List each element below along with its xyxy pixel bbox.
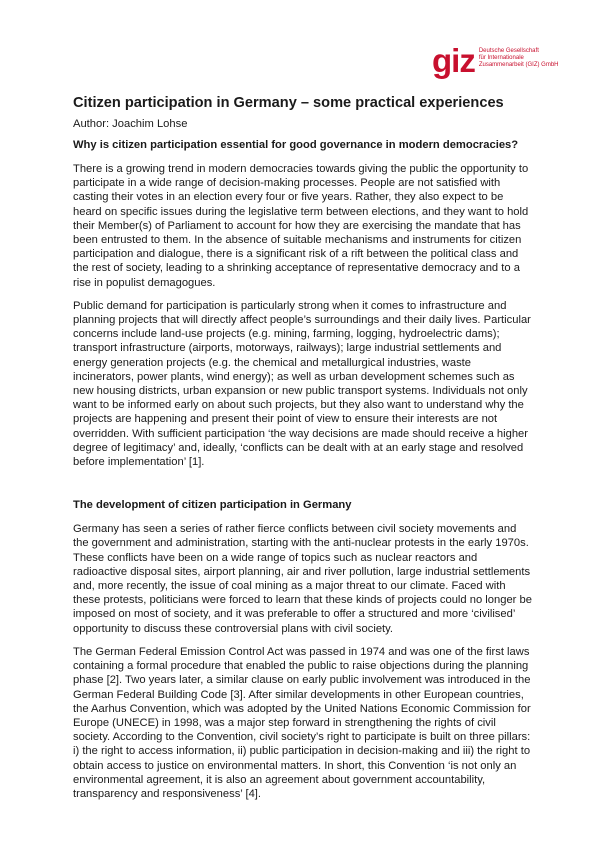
- paragraph-line: The German Federal Emission Control Act was passed in 1974 and was one of the first laws: [73, 645, 530, 658]
- paragraph-line: energy generation projects (e.g. the chemical and metallurgical industries, waste: [73, 356, 471, 369]
- giz-logo-text: [479, 48, 559, 69]
- paragraph-line: their Member(s) of Parliament to account for how they are exercising the mandate that has: [73, 219, 521, 232]
- paragraph-line: the Aarhus Convention, which was adopted by the United Nations Economic Commission for: [73, 702, 531, 715]
- body-paragraph: [73, 645, 543, 801]
- paragraph-line: planning projects that will directly affect people’s surroundings and their daily lives. Particular: [73, 314, 531, 327]
- author-line: Author: Joachim Lohse: [73, 118, 188, 130]
- paragraph-line: projects are happening and present their point of view to ensure their interests are not: [73, 413, 498, 426]
- paragraph-line: Europe (UNECE) in 1998, was a major step forward in strengthening the rights of civil: [73, 716, 496, 729]
- paragraph-line: the rest of society, leading to a shrinking acceptance of representative democracy and to a: [73, 262, 520, 275]
- paragraph-line: incinerators, power plants, wind energy); as well as urban development schemes such as: [73, 370, 515, 383]
- paragraph-line: Germany has seen a series of rather fierce conflicts between civil society movements and: [73, 523, 517, 536]
- question-heading: Why is citizen participation essential for good governance in modern democracies?: [73, 139, 519, 151]
- giz-logo: [432, 42, 559, 82]
- paragraph-line: society. According to the Convention, civil society’s right to participate is built on three pillars:: [73, 731, 531, 744]
- paragraph-line: radioactive disposal sites, airport planning, air and river pollution, large industrial settlements: [73, 565, 531, 578]
- paragraph-line: transport infrastructure (airports, motorways, railways); large industrial settlements and: [73, 342, 502, 355]
- paragraph-line: new housing districts, urban expansion or new public transport systems. Individuals not only: [73, 385, 528, 398]
- paragraph-line: participate in a wide range of decision-making processes. People are not satisfied with: [73, 177, 501, 190]
- development-paragraphs: [73, 522, 543, 801]
- paragraph-line: transparency and responsiveness’ [4].: [73, 787, 262, 800]
- paragraph-line: These conflicts have been on a wide range of topics such as nuclear reactors and: [73, 551, 478, 564]
- paragraph-line: obtain access to justice on environmental matters. In short, this Convention ‘is not only an: [73, 759, 517, 772]
- giz-logo-line: Zusammenarbeit (GIZ) GmbH: [478, 62, 559, 68]
- paragraph-line: i) the right to access information, ii) public participation in decision-making and iii) the right to: [73, 745, 531, 758]
- paragraph-line: casting their votes in an election every four or five years. Rather, they also expect to be: [73, 191, 504, 204]
- body-paragraph: [73, 522, 543, 636]
- body-paragraph: [73, 162, 543, 290]
- giz-logo-line: für Internationale: [478, 55, 524, 61]
- paragraph-line: environmental agreement, it is also an agreement about government accountability,: [73, 773, 486, 786]
- paragraph-line: heard on specific issues during the legislative term between elections, and they want to hold: [73, 205, 529, 218]
- paragraph-line: want to be informed early on about such projects, but they also want to understand why the: [73, 399, 524, 412]
- paragraph-line: participation and dialogue, there is a significant risk of a rift between the political class and: [73, 248, 519, 261]
- paragraph-line: German Federal Building Code [3]. After similar developments in other European countries,: [73, 688, 524, 701]
- document-body: [73, 94, 543, 801]
- paragraph-line: concerns include land-use projects (e.g. mining, farming, logging, hydroelectric dams);: [73, 328, 500, 341]
- paragraph-line: phase [2]. Two years later, a similar clause on early public involvement was introduced in the: [73, 674, 531, 687]
- paragraph-line: before implementation’ [1].: [73, 456, 205, 469]
- document-title: Citizen participation in Germany – some practical experiences: [73, 95, 504, 111]
- paragraph-line: been entrusted to them. In the absence of suitable mechanisms and instruments for citizen: [73, 234, 522, 247]
- paragraph-line: Public demand for participation is particularly strong when it comes to infrastructure and: [73, 299, 507, 312]
- paragraph-line: overridden. With sufficient participation ‘the way decisions are made should receive a higher: [73, 427, 528, 440]
- paragraph-line: containing a formal procedure that enabled the public to raise objections during the planning: [73, 660, 529, 673]
- paragraph-line: degree of legitimacy’ and, ideally, ‘conflicts can be dealt with at an early stage and resolved: [73, 441, 524, 454]
- paragraph-line: these protests, politicians were forced to learn that these kinds of projects could no longer be: [73, 594, 532, 607]
- body-paragraph: [73, 299, 543, 469]
- giz-logo-mark: giz: [432, 42, 475, 79]
- paragraph-line: and, more recently, the issue of coal mining as a major threat to our climate. Faced with: [73, 580, 506, 593]
- paragraph-line: There is a growing trend in modern democracies towards giving the public the opportunity to: [73, 163, 529, 175]
- section-heading: The development of citizen participation in Germany: [73, 499, 352, 512]
- paragraph-line: rise in populist demagogues.: [73, 276, 216, 289]
- paragraph-line: opportunity to discuss these controversial plans with civil society.: [73, 622, 394, 635]
- paragraph-line: the government and administration, starting with the anti-nuclear protests in the early 1970s.: [73, 537, 529, 550]
- intro-paragraphs: [73, 162, 543, 469]
- paragraph-line: imposed on most of society, and it was preferable to offer a structured and more ‘civilised’: [73, 608, 516, 621]
- giz-logo-line: Deutsche Gesellschaft: [478, 48, 539, 54]
